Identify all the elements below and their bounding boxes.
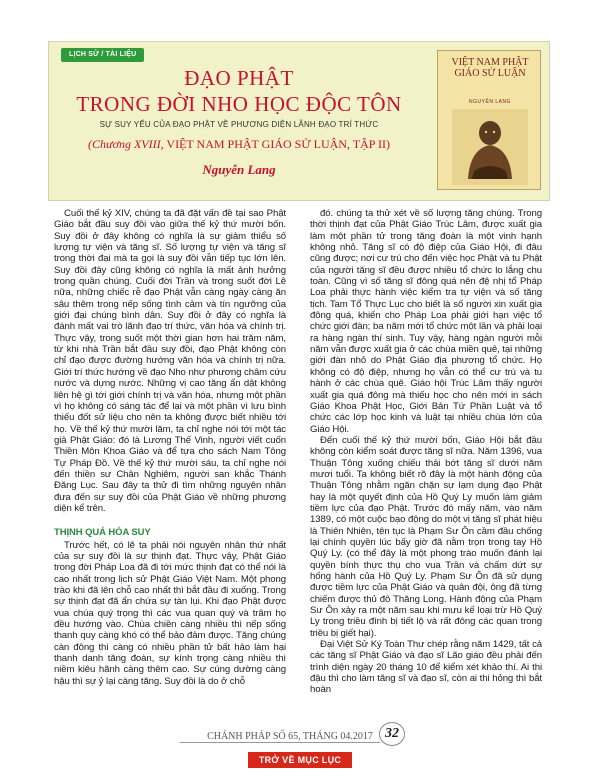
issue-info: CHÁNH PHÁP SỐ 65, THÁNG 04.2017: [207, 731, 373, 742]
chapter-line: [49, 137, 429, 152]
footer-divider: [180, 742, 380, 743]
book-cover-author: NGUYỄN LANG: [469, 99, 511, 105]
chapter-book-title: VIỆT NAM PHẬT GIÁO SỬ LUẬN, TẬP II): [163, 137, 390, 151]
article-header: [48, 41, 550, 201]
body-paragraph: Cuối thế kỷ XIV, chúng ta đã đặt vấn đề tại sao Phật Giáo bắt đầu suy đồi vào giữa thế kỷ thứ mười bốn. Suy đồi ở đây không có nghĩa là sự giảm thiểu số lượng tự viện và tăng sĩ. Số lượng tự viện và tăng sĩ trong thời đại mà ta gọi là suy đồi vẫn tiếp tục lớn lên. Suy đồi đây cũng không có nghĩa là mất ảnh hưởng trong quần chúng. Cuối đời Trần và trong suốt đời Lê nữa, những chiếc rễ đạo Phật vẫn càng ngày càng ăn sâu thêm trong nếp sống tình cảm và tín ngưỡng của giới đại chúng bình dân. Suy đồi ở đây có nghĩa là đánh mất vai trò lãnh đạo trí thức, văn hóa và chính trị. Thực vậy, trong suốt một thời gian hơn hai trăm năm, từ khi nhà Trần bắt đầu suy đồi, đạo Phật không còn chỉ đạo được đường hướng văn hóa và chính trị nữa. Giới trí thức hướng về đạo Nho như phương châm cứu nước và dựng nước. Những vị cao tăng ẩn dật không liên hệ gì tới giới chính trị và văn hóa, nhưng một phần vì họ không có sáng tác để lại và một phần vì lưu bình thiếu đốt sử liệu cho nên ta không được biết nhiều tới họ. Về thế kỷ thứ mười lăm, ta chỉ nghe nói tới một tác giả Phật Giáo: đó là Lương Thế Vinh, người viết cuốn Thiền Môn Khoa Giáo và để tựa cho sách Nam Tông Tự Pháp Đồ. Về thế kỷ thứ mười sáu, ta chỉ nghe nói đến thiền sư Chân Nghiêm, người san khắc Thánh Đăng Lục. Sau đây ta thử đi tìm những nguyên nhân đưa đến sự suy đồi của Phật Giáo về những phương diện kể trên.: [54, 208, 286, 514]
article-title-line1: ĐẠO PHẬT: [184, 66, 294, 90]
text-column-left: [54, 208, 286, 687]
section-tag: LỊCH SỬ / TÀI LIỆU: [61, 48, 144, 62]
back-to-toc-button[interactable]: TRỞ VỀ MỤC LỤC: [248, 752, 352, 768]
body-paragraph: đó. chúng ta thử xét về số lượng tăng chúng. Trong thời thịnh đạt của Phật Giáo Trúc Lâm, được xuất gia làm một phần tử trong tăng đoàn là một vinh hạnh không nhỏ. Tăng sĩ có độ điệp của Giáo Hội, đi đâu cũng được; nơi cư trú cho đến việc học Phật và tu Phật của người tăng sĩ đều được nhiều tổ chức lo lắng chu toàn. Cũng vì số tăng sĩ đông quá nên đệ nhị tổ Pháp Loa phải thực hành việc kiểm tra tự viện và số tăng tịch. Tam Tổ Thực Lục cho biết là số người xin xuất gia đông quá, khiến cho Pháp Loa phải giới hạn việc tổ chức giới đàn; ba năm mới tổ chức một lần và phải loại ra hàng ngàn thí sinh. Tuy vậy, hàng ngàn người mỗi năm vẫn được xuất gia ở các chùa miền quê, tại những giới đàn nhỏ do Phật Giáo địa phương tổ chức. Họ không có độ điệp, nhưng họ vẫn có thể cư trú và tu hành ở các chùa quê. Giáo hội Trúc Lâm thấy người xuất gia quá đông mà thiếu học cho nên mới in sách Giáo Khoa Phật Học, Giới Bản Tứ Phần Luật và tổ chức các lớp học kinh và luật tại nhiều chùa lớn của Giáo Hội.: [310, 208, 542, 435]
book-cover-image: [437, 50, 541, 190]
body-paragraph: Đến cuối thế kỷ thứ mười bốn, Giáo Hội bắt đầu không còn kiểm soát được tăng sĩ nữa. Năm 1396, vua Thuận Tông xuống chiếu thải bớt tăng sĩ dưới năm mươi tuổi. Ta không biết rõ đây là một hành động của Thuận Tông nhằm ngăn chặn sự lạm dụng đạo Phật hay là một quyết định của Hồ Quý Ly muốn làm giảm tiềm lực của đạo Phật. Trước đó mấy năm, vào năm 1389, có một cuộc bạo động do một vị tăng sĩ phát hiệu là Thiên Nhiên, tên tục là Phạm Sư Ôn cầm đầu chống lại chính quyền lúc bấy giờ đã nằm trọn trong tay Hồ Quý Ly. (có thể đây là một phong trào muốn đánh lại quyền bính thực thụ cho vua Trần và chấm dứt sự hống hành của Hồ Quý Ly. Phạm Sư Ôn đã sử dụng được tiềm lực của Phật Giáo và quân đội, ông đã từng chiếm được thủ đô Thăng Long. Hành động của Phạm Sư Ôn xảy ra một năm sau khi mưu kế loại trừ Hồ Quý Ly trong triều đình bị tiết lộ và rất đông các quan trong triều bị giết hại).: [310, 434, 542, 639]
section-heading: THỊNH QUÁ HÓA SUY: [54, 527, 151, 539]
article-title-line2: TRONG ĐỜI NHO HỌC ĐỘC TÔN: [76, 92, 402, 116]
body-paragraph: Trước hết, có lẽ ta phải nói nguyên nhân thứ nhất của sự suy đồi là sự thịnh đạt. Thực vậy, Phật Giáo trong đời Pháp Loa đã đi tới mức thịnh đạt có thể nói là cao nhất trong lịch sử Phật Giáo Việt Nam. Một phong trào khi đã lên chỗ cao nhất thì bắt đầu đi xuống. Trong sự thịnh đạt đã ẩn chứa sự tàn lụi. Khi đạo Phật được vua chúa quý trọng thì các vua quan quý và trâm họ đều hướng vào. Chùa chiền càng nhiều thì nếp sống thanh quy càng khó có thể bảo đảm được. Tăng chúng càn đông thì càng có nhiều phần tử bất hảo làm hại thanh danh tăng đoàn, sự kính trọng càng nhiều thì niềm kiêu hãnh càng thêm cao. Sự cúng dường càng hậu thì sự ỷ lại càng tăng. Suy đồi là do ở chỗ: [54, 539, 286, 687]
body-paragraph: Đại Việt Sử Ký Toàn Thư chép rằng năm 1429, tất cả các tăng sĩ Phật Giáo và đạo sĩ Lão giáo đều phải đến trình diện ngày 20 tháng 10 để kiểm xét khảo thí. Ai thi đậu thì cho làm tăng sĩ và đạo sĩ, còn ai thi hỏng thì bắt hoàn: [310, 639, 542, 696]
chapter-number: (Chương XVIII,: [88, 137, 164, 151]
text-column-right: [310, 208, 542, 696]
page-number: 32: [379, 722, 405, 746]
book-cover-title: VIỆT NAM PHẬT GIÁO SỬ LUẬN: [451, 57, 529, 79]
seated-monk-illustration: [452, 109, 528, 185]
article-subtitle: SỰ SUY YẾU CỦA ĐẠO PHẬT VỀ PHƯƠNG DIỆN LÃNH ĐẠO TRÍ THỨC: [99, 120, 379, 129]
article-author: Nguyễn Lang: [202, 162, 276, 177]
